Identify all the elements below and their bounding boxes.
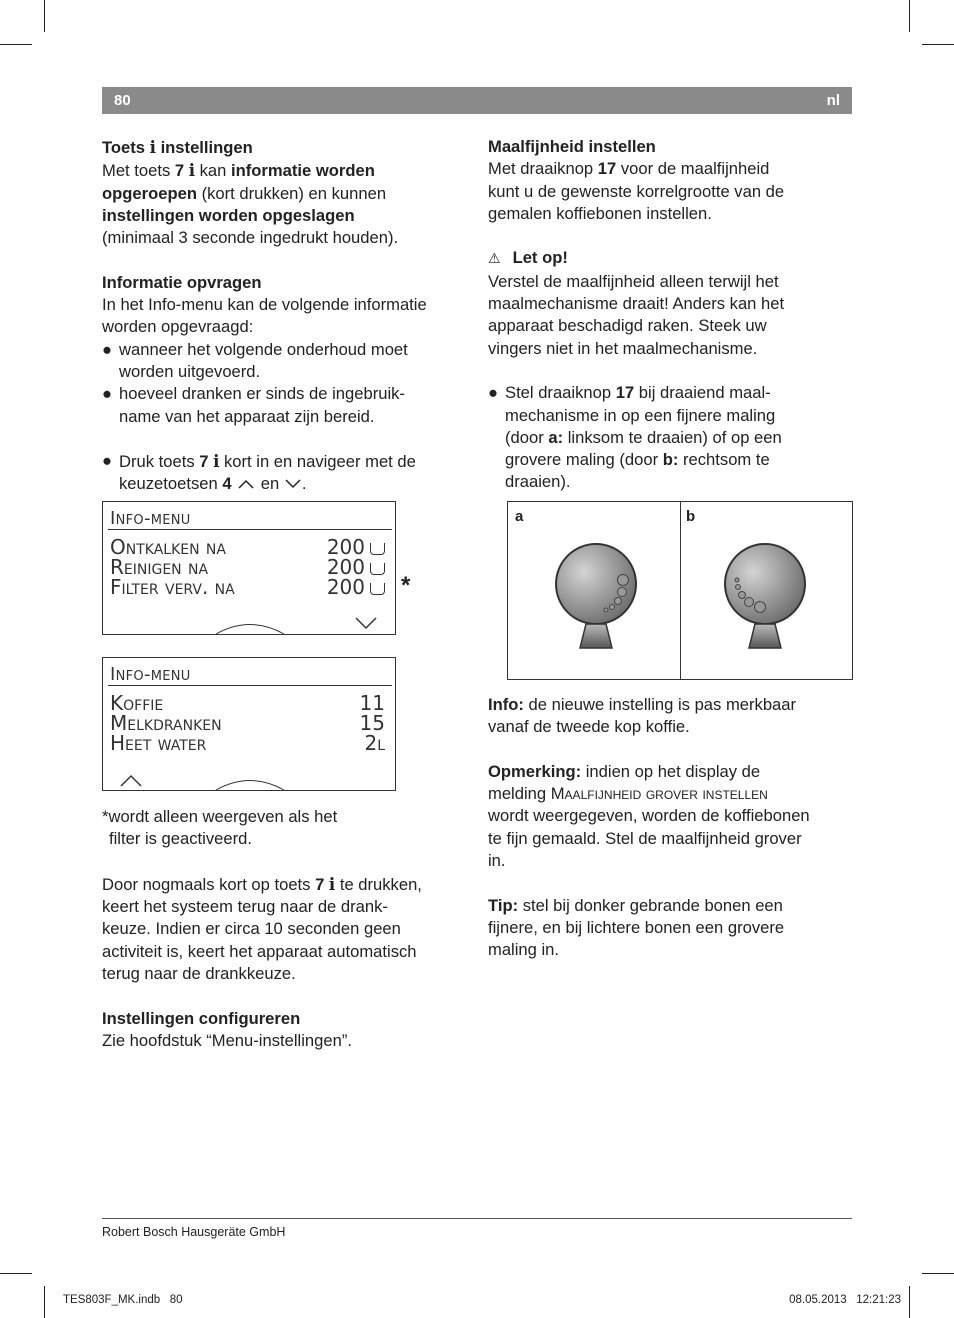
grinder-figure xyxy=(507,501,853,680)
crop-mark xyxy=(922,44,954,45)
cup-icon xyxy=(370,563,385,575)
crop-mark xyxy=(922,1273,954,1274)
paragraph: Door nogmaals kort op toets 7 i te drukken, xyxy=(102,873,422,894)
section-title: Informatie opvragen xyxy=(102,272,262,292)
footnote: filter is geactiveerd. xyxy=(109,829,252,849)
footnote: *wordt alleen weergeven als het xyxy=(102,807,338,826)
paragraph: instellingen worden opgeslagen xyxy=(102,205,355,225)
paragraph: keert het systeem terug naar de drank- xyxy=(102,897,388,917)
paragraph: melding Maalfijnheid grover instellen xyxy=(488,784,768,804)
paragraph: maalmechanisme draait! Anders kan het xyxy=(488,294,785,314)
list-item: ● Stel draaiknop 17 bij draaiend maal- mechanisme in op een fijnere maling (door a: linksom te draaien) of op een grovere maling (door b: rechtsom te draaien). xyxy=(488,383,782,492)
paragraph: Verstel de maalfijnheid alleen terwijl het xyxy=(488,271,779,291)
crop-mark xyxy=(44,1286,45,1318)
asterisk-marker: * xyxy=(401,572,411,599)
figure-label-b: b xyxy=(686,508,696,525)
left-column-bottom xyxy=(102,806,472,1052)
footer-company: Robert Bosch Hausgeräte GmbH xyxy=(102,1225,286,1239)
cup-icon xyxy=(370,543,385,555)
warning-icon: ⚠ xyxy=(488,251,501,268)
paragraph: (minimaal 3 seconde ingedrukt houden). xyxy=(102,228,399,248)
chevron-up-icon xyxy=(238,479,254,489)
grinder-knob-fine-icon xyxy=(546,540,646,650)
cup-icon xyxy=(370,583,385,595)
paragraph: worden opgevraagd: xyxy=(102,317,254,337)
crop-mark xyxy=(909,0,910,32)
display-arc xyxy=(215,779,285,791)
left-column xyxy=(102,136,472,496)
paragraph: Info: de nieuwe instelling is pas merkbaar xyxy=(488,695,797,714)
info-menu-display-2 xyxy=(102,657,396,791)
crop-mark xyxy=(0,1273,32,1274)
crop-mark xyxy=(909,1286,910,1318)
paragraph: Opmerking: indien op het display de xyxy=(488,761,761,781)
page-number: 80 xyxy=(114,92,131,109)
display-row: Filter verv. na 200 xyxy=(110,577,385,597)
display-row: Koffie 11 xyxy=(110,691,385,715)
paragraph: vanaf de tweede kop koffie. xyxy=(488,717,690,737)
paragraph: terug naar de drankkeuze. xyxy=(102,964,296,984)
figure-label-a: a xyxy=(515,508,524,525)
paragraph: vingers niet in het maalmechanisme. xyxy=(488,338,758,358)
right-column-bottom xyxy=(488,694,852,962)
display-title: Info-menu xyxy=(110,664,191,685)
page-header xyxy=(102,87,852,114)
display-arc xyxy=(215,623,285,635)
chevron-down-icon xyxy=(355,616,377,630)
footer-divider xyxy=(102,1218,852,1219)
paragraph: maling in. xyxy=(488,940,560,960)
paragraph: apparaat beschadigd raken. Steek uw xyxy=(488,316,767,336)
paragraph: Met draaiknop 17 voor de maalfijnheid xyxy=(488,159,770,179)
paragraph: Tip: stel bij donker gebrande bonen een xyxy=(488,895,783,915)
footer-date: 08.05.2013 12:21:23 xyxy=(789,1294,901,1306)
paragraph: opgeroepen (kort drukken) en kunnen xyxy=(102,183,387,203)
footer-file: TES803F_MK.indb 80 xyxy=(63,1294,183,1306)
section-title: Instellingen configureren xyxy=(102,1008,301,1028)
paragraph: te fijn gemaald. Stel de maalfijnheid grover xyxy=(488,828,802,848)
paragraph: fijnere, en bij lichtere bonen een grovere xyxy=(488,917,785,937)
grinder-knob-coarse-icon xyxy=(715,540,815,650)
paragraph: In het Info-menu kan de volgende informatie xyxy=(102,295,427,315)
display-row: Ontkalken na 200 xyxy=(110,537,385,557)
paragraph: gemalen koffiebonen instellen. xyxy=(488,203,712,223)
paragraph: keuze. Indien er circa 10 seconden geen xyxy=(102,919,401,939)
list-item: ● Druk toets 7 i kort in en navigeer met de keuzetoetsen 4 en . xyxy=(102,451,416,494)
paragraph: activiteit is, keert het apparaat automatisch xyxy=(102,941,417,961)
display-row: Heet water 2l xyxy=(110,731,385,755)
display-row: Reinigen na 200 xyxy=(110,557,385,577)
list-item: ● hoeveel dranken er sinds de ingebruik- name van het apparaat zijn bereid. xyxy=(102,384,405,426)
paragraph: Zie hoofdstuk “Menu-instellingen”. xyxy=(102,1030,352,1050)
right-column xyxy=(488,136,852,494)
paragraph: in. xyxy=(488,851,506,871)
chevron-down-icon xyxy=(285,479,301,489)
info-menu-display-1 xyxy=(102,501,396,635)
chevron-up-icon xyxy=(120,774,142,788)
list-item: ● wanneer het volgende onderhoud moet worden uitgevoerd. xyxy=(102,339,408,381)
crop-mark xyxy=(44,0,45,32)
display-row: Melkdranken 15 xyxy=(110,711,385,735)
paragraph: wordt weergegeven, worden de koffiebonen xyxy=(488,806,810,826)
language-code: nl xyxy=(826,92,840,109)
section-title: Maalfijnheid instellen xyxy=(488,137,656,156)
paragraph: Met toets 7 i kan informatie worden xyxy=(102,160,375,181)
display-title: Info-menu xyxy=(110,508,191,529)
section-title: Toets i instellingen xyxy=(102,137,253,157)
warning-title: ⚠ Let op! xyxy=(488,248,568,268)
crop-mark xyxy=(0,44,32,45)
paragraph: kunt u de gewenste korrelgrootte van de xyxy=(488,181,785,201)
